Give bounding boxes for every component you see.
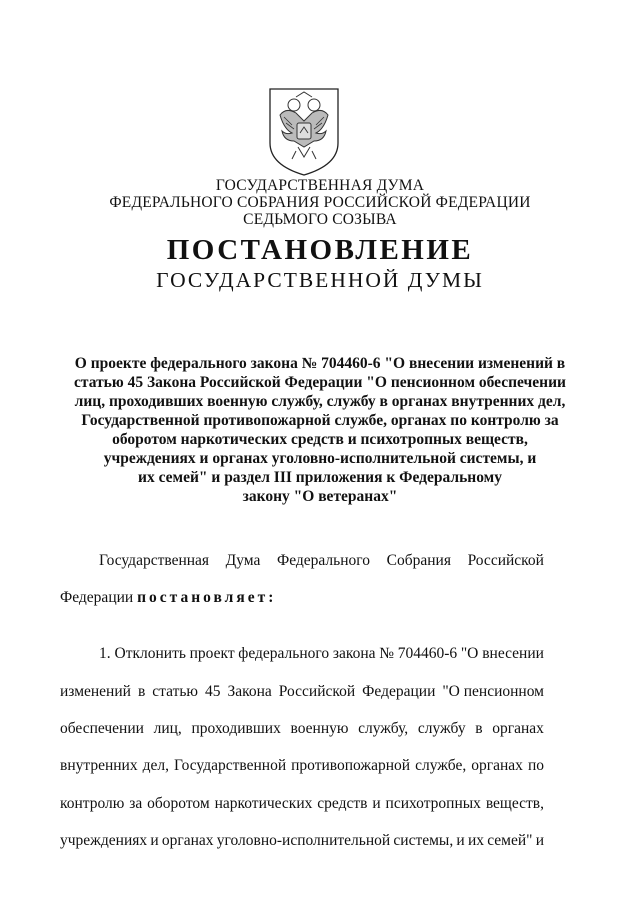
word: "О внесении [460,645,544,662]
word: противопожарной [291,757,411,774]
word: органах [492,720,544,737]
word: уголовно-исполнительной [216,832,391,849]
word: дел, [142,757,169,774]
word: наркотических [214,795,313,812]
word: Российской [278,683,356,700]
preamble-word: Федерации [60,589,134,606]
preamble-line-2 [60,589,276,607]
subject-line: их семей" и раздел III приложения к Федеральному [138,469,502,486]
word: службе, [415,757,467,774]
word: Федерации [362,683,436,700]
word: обеспечении [60,720,144,737]
word: Государственная [99,552,210,569]
word: Российской [467,552,544,569]
word: службу, [358,720,409,737]
word: семей" [487,832,533,849]
subject-line: О проекте федерального закона № 704460-6 "О внесении изменений в [74,355,566,372]
resolves-emphasis: постановляет: [137,589,277,606]
word: 704460-6 [397,645,458,662]
word: по [527,757,544,774]
item1-line [60,720,544,738]
word: Федерального [276,552,371,569]
word: веществ, [485,795,544,812]
word: изменений [60,683,131,700]
word: № [379,645,394,662]
subject-line: Государственной противопожарной службе, органах по контролю за [81,412,559,429]
subject-line: закону "О ветеранах" [242,488,398,505]
word: органах [471,757,523,774]
subject-line: оборотом наркотических средств и психотропных веществ, [112,431,528,448]
word: Закона [227,683,272,700]
word: лиц, [153,720,182,737]
word: органах [161,832,214,849]
preamble-line-1 [99,552,544,570]
word: и [535,832,544,849]
subject-line: лиц, проходивших военную службу, службу в органах внутренних дел, [74,393,566,410]
word: внутренних [60,757,138,774]
word: службу [417,720,466,737]
word: за [129,795,143,812]
item1-line [60,832,544,850]
header-line-duma: ГОСУДАРСТВЕННАЯ ДУМА [215,177,425,194]
item1-line [60,683,544,701]
word: в [475,720,483,737]
coat-of-arms-emblem [266,85,342,177]
word: и [372,795,381,812]
word: федерального [238,645,330,662]
word: средств [317,795,368,812]
word: контролю [60,795,125,812]
header-line-convocation: СЕДЬМОГО СОЗЫВА [243,211,397,228]
item1-line [99,645,544,663]
word: Собрания [386,552,451,569]
word: "О пенсионном [442,683,544,700]
word: оборотом [147,795,210,812]
word: системы, [393,832,454,849]
header-line-federal-assembly: ФЕДЕРАЛЬНОГО СОБРАНИЯ РОССИЙСКОЙ ФЕДЕРАЦИИ [109,194,531,211]
word: статью [152,683,198,700]
word: учреждениях [60,832,148,849]
subject-line: статью 45 Закона Российской Федерации "О пенсионном обеспечении [74,374,566,391]
document-issuer-subtitle: ГОСУДАРСТВЕННОЙ ДУМЫ [156,268,484,292]
subject-line: учреждениях и органах уголовно-исполнительной системы, и [103,450,537,467]
item1-line [60,757,544,775]
word: военную [290,720,349,737]
document-subject [60,354,580,506]
word: Государственной [174,757,287,774]
word: в [137,683,146,700]
word: психотропных [385,795,481,812]
word: их [467,832,484,849]
word: проект [189,645,235,662]
word: Дума [225,552,261,569]
word: 1. Отклонить [99,645,186,662]
word: и [150,832,159,849]
word: 45 [204,683,221,700]
document-type-title: ПОСТАНОВЛЕНИЕ [166,234,474,266]
item1-line [60,795,544,813]
word: проходивших [191,720,281,737]
word: и [456,832,465,849]
word: закона [332,645,376,662]
